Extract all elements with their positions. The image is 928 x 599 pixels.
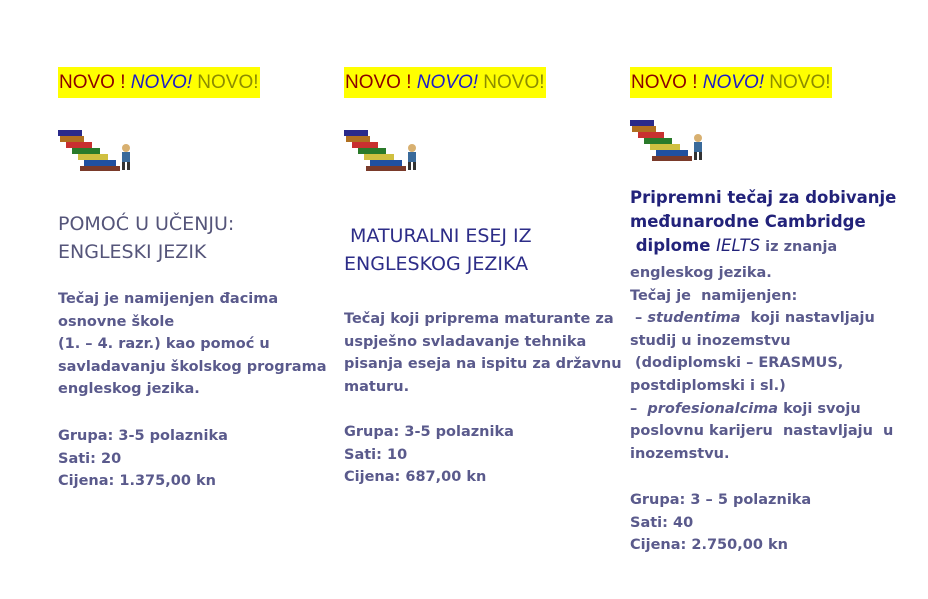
- price: Cijena: 1.375,00 kn: [58, 473, 216, 490]
- course-title: POMOĆ U UČENJU: ENGLESKI JEZIK: [58, 213, 235, 263]
- group-size: Grupa: 3-5 polaznika: [344, 424, 514, 440]
- course-description: engleskog jezika. Tečaj je namijenjen: – studentima koji nastavljaju studij u inozemstvu (dodiplomski – ERASMUS, postdiplomski i sl.) – profesionalcima koji svoju poslovnu karijeru nastavljaju u inozemstvu.: [630, 265, 894, 462]
- hours: Sati: 10: [344, 446, 408, 463]
- hours: Sati: 40: [630, 514, 694, 531]
- new-badge: NOVO ! NOVO! NOVO!: [630, 67, 832, 98]
- course-description: Tečaj je namijenjen đacima osnovne škole (1. – 4. razr.) kao pomoć u savladavanju školskog programa engleskog jezika.: [58, 291, 327, 398]
- books-clipart-icon: [630, 118, 710, 162]
- course-title: MATURALNI ESEJ IZ ENGLESKOG JEZIKA: [344, 225, 532, 275]
- new-badge: NOVO ! NOVO! NOVO!: [344, 67, 546, 98]
- course-description: Tečaj koji priprema maturante za uspješno svladavanje tehnika pisanja eseja na ispitu za državnu maturu.: [344, 311, 622, 395]
- course-details: [344, 421, 514, 489]
- hours: Sati: 20: [58, 450, 122, 467]
- group-size: Grupa: 3 – 5 polaznika: [630, 492, 812, 508]
- course-title: Pripremni tečaj za dobivanje međunarodne Cambridge diplome IELTS iz znanja: [630, 188, 897, 255]
- books-clipart-icon: [344, 128, 424, 172]
- books-clipart-icon: [58, 128, 138, 172]
- price: Cijena: 2.750,00 kn: [630, 537, 788, 554]
- course-details: [58, 425, 228, 493]
- course-details: [630, 489, 811, 557]
- price: Cijena: 687,00 kn: [344, 469, 487, 486]
- new-badge: NOVO ! NOVO! NOVO!: [58, 67, 260, 98]
- group-size: Grupa: 3-5 polaznika: [58, 428, 228, 444]
